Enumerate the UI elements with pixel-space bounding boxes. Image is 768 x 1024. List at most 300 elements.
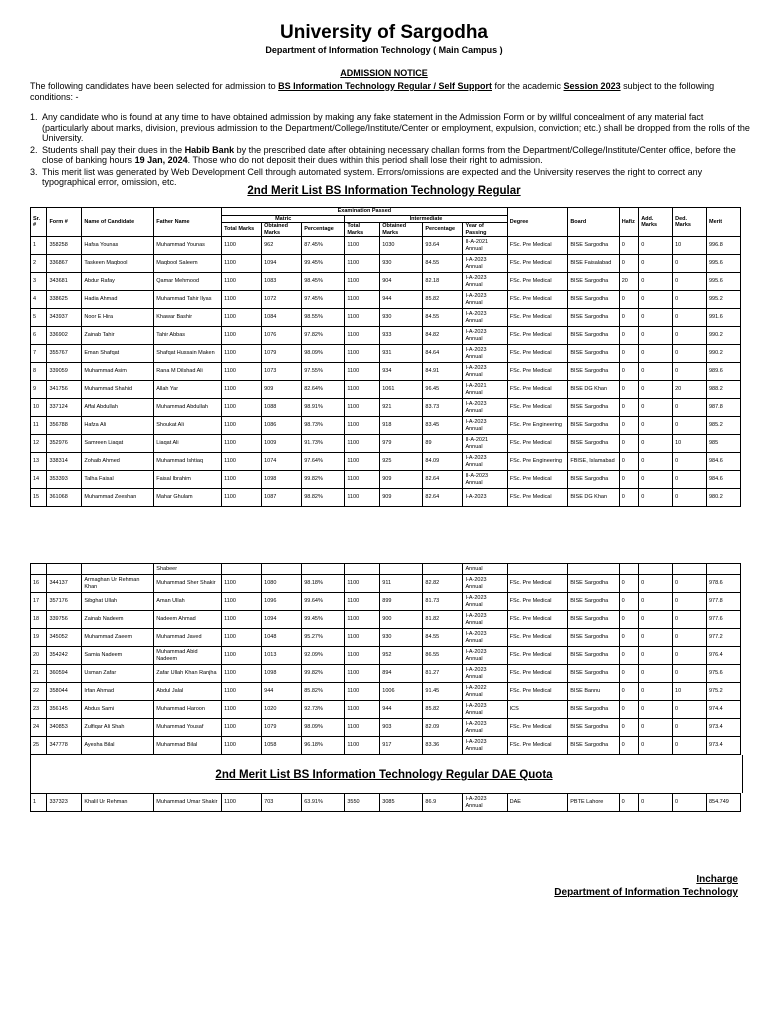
table-cell: 20 xyxy=(31,647,47,665)
table-cell: 979 xyxy=(380,435,423,453)
table-cell: BISE Sargodha xyxy=(568,399,619,417)
table-cell: 358044 xyxy=(47,683,82,701)
table-cell: 343681 xyxy=(47,273,82,291)
table-cell: 1100 xyxy=(222,417,262,435)
table-cell: 0 xyxy=(673,399,707,417)
col-sr: Sr. # xyxy=(31,208,47,237)
table-cell: 944 xyxy=(380,291,423,309)
table-cell: 353393 xyxy=(47,471,82,489)
table-cell: 909 xyxy=(380,471,423,489)
table-cell: 85.82% xyxy=(302,683,345,701)
table-cell: 1009 xyxy=(262,435,302,453)
table-cell: 0 xyxy=(673,489,707,507)
table-cell: Zafar Ullah Khan Ranjha xyxy=(154,665,222,683)
table-cell: Qamar Mehmood xyxy=(154,273,222,291)
table-cell: 99.64% xyxy=(302,593,345,611)
table-cell: 0 xyxy=(619,647,639,665)
table-cell: BISE Sargodha xyxy=(568,237,619,255)
table-cell: 1100 xyxy=(222,489,262,507)
table-cell: I-A-2023 Annual xyxy=(463,629,507,647)
table-cell: 337323 xyxy=(47,794,82,812)
table-cell: 911 xyxy=(380,575,423,593)
cell xyxy=(423,564,463,575)
table-cell: 1087 xyxy=(262,489,302,507)
table-cell: 1100 xyxy=(345,665,380,683)
table-cell: 0 xyxy=(619,345,639,363)
table-row xyxy=(31,719,741,737)
table-cell: Khawar Bashir xyxy=(154,309,222,327)
table-cell: 81.73 xyxy=(423,593,463,611)
table-cell: 944 xyxy=(380,701,423,719)
col-inter-obtained: Obtained Marks xyxy=(380,223,423,237)
table-cell: Muhammad Sher Shakir xyxy=(154,575,222,593)
table-cell: 0 xyxy=(673,575,707,593)
table-cell: 1100 xyxy=(222,291,262,309)
table-cell: 358258 xyxy=(47,237,82,255)
cell-father-cont: Shabeer xyxy=(154,564,222,575)
col-name: Name of Candidate xyxy=(82,208,154,237)
table-cell: 91.45 xyxy=(423,683,463,701)
table-cell: FSc. Pre Medical xyxy=(507,345,568,363)
table-cell: 1100 xyxy=(345,471,380,489)
table-cell: Muhammad Haroon xyxy=(154,701,222,719)
table-cell: 984.6 xyxy=(706,453,740,471)
table-cell: 0 xyxy=(639,417,673,435)
table-cell: 10 xyxy=(673,237,707,255)
table-cell: 0 xyxy=(673,737,707,755)
table-cell: 0 xyxy=(619,611,639,629)
table-cell: I-A-2023 Annual xyxy=(463,647,507,665)
table-cell: 0 xyxy=(639,665,673,683)
table-cell: BISE Sargodha xyxy=(568,593,619,611)
table-cell: Faisal Ibrahim xyxy=(154,471,222,489)
table-cell: Zainab Nadeem xyxy=(82,611,154,629)
table-cell: 909 xyxy=(380,489,423,507)
condition-number: 2. xyxy=(30,144,38,155)
table-cell: 25 xyxy=(31,737,47,755)
table-cell: BISE Sargodha xyxy=(568,647,619,665)
table-cell: Muhammad Younas xyxy=(154,237,222,255)
table-cell: 361068 xyxy=(47,489,82,507)
table-cell: 989.6 xyxy=(706,363,740,381)
table-row xyxy=(31,665,741,683)
table-row xyxy=(31,363,741,381)
table-cell: 1098 xyxy=(262,471,302,489)
table-cell: BISE Sargodha xyxy=(568,291,619,309)
program-name: BS Information Technology Regular / Self Support xyxy=(278,81,492,91)
table-row xyxy=(31,327,741,345)
table-cell: I-A-2023 Annual xyxy=(463,417,507,435)
cell xyxy=(507,564,568,575)
table-cell: 0 xyxy=(673,665,707,683)
cell xyxy=(380,564,423,575)
table-cell: 973.4 xyxy=(706,737,740,755)
table-cell: 944 xyxy=(262,683,302,701)
table-cell: FSc. Pre Medical xyxy=(507,665,568,683)
col-father: Father Name xyxy=(154,208,222,237)
table-cell: 14 xyxy=(31,471,47,489)
table-cell: 81.27 xyxy=(423,665,463,683)
table-cell: 0 xyxy=(639,575,673,593)
table-cell: Abdur Rafay xyxy=(82,273,154,291)
table-cell: Muhammad Abid Nadeem xyxy=(154,647,222,665)
table-cell: I-A-2023 Annual xyxy=(463,701,507,719)
table-cell: 909 xyxy=(262,381,302,399)
table-cell: FSc. Pre Medical xyxy=(507,489,568,507)
table-cell: 345052 xyxy=(47,629,82,647)
table-row xyxy=(31,489,741,507)
table-cell: I-A-2023 Annual xyxy=(463,327,507,345)
cell xyxy=(345,564,380,575)
col-matric-percentage: Percentage xyxy=(302,223,345,237)
table-cell: 11 xyxy=(31,417,47,435)
table-cell: Usman Zafar xyxy=(82,665,154,683)
cell xyxy=(302,564,345,575)
table-cell: 339756 xyxy=(47,611,82,629)
table-cell: 0 xyxy=(673,647,707,665)
table-cell: 22 xyxy=(31,683,47,701)
table-cell: 1080 xyxy=(262,575,302,593)
table-cell: 931 xyxy=(380,345,423,363)
cell xyxy=(31,564,47,575)
table-cell: 0 xyxy=(619,399,639,417)
cell xyxy=(262,564,302,575)
table-cell: 0 xyxy=(639,327,673,345)
table-cell: 899 xyxy=(380,593,423,611)
table-cell: 0 xyxy=(619,327,639,345)
table-cell: 10 xyxy=(673,683,707,701)
table-cell: 98.09% xyxy=(302,719,345,737)
table-cell: Maqbool Saleem xyxy=(154,255,222,273)
table-cell: Shoukat Ali xyxy=(154,417,222,435)
table-cell: 9 xyxy=(31,381,47,399)
table-cell: II-A-2021 Annual xyxy=(463,435,507,453)
table-cell: 1100 xyxy=(222,327,262,345)
table-cell: Muhammad Shahid xyxy=(82,381,154,399)
table-row xyxy=(31,701,741,719)
table-cell: Talha Faisal xyxy=(82,471,154,489)
table-cell: 0 xyxy=(673,255,707,273)
table-cell: 1098 xyxy=(262,665,302,683)
table-cell: 357176 xyxy=(47,593,82,611)
table-cell: 995.6 xyxy=(706,273,740,291)
table-cell: I-A-2023 Annual xyxy=(463,363,507,381)
table-cell: I-A-2023 Annual xyxy=(463,575,507,593)
table-cell: 356145 xyxy=(47,701,82,719)
table-cell: BISE Sargodha xyxy=(568,471,619,489)
table-cell: FSc. Pre Medical xyxy=(507,593,568,611)
table-row xyxy=(31,683,741,701)
table-cell: 1094 xyxy=(262,611,302,629)
conditions-list xyxy=(30,112,750,189)
table-cell: BISE DG Khan xyxy=(568,381,619,399)
table-row xyxy=(31,291,741,309)
table-cell: 1100 xyxy=(345,575,380,593)
table-cell: 1100 xyxy=(222,647,262,665)
condition-text: This merit list was generated by Web Development Cell through automated system. Errors/omissions are expected and the University reserves the right to correct any typographical error, omission, etc. xyxy=(42,166,703,187)
table-cell: 0 xyxy=(673,471,707,489)
condition-item xyxy=(30,145,750,166)
table-cell: 976.4 xyxy=(706,647,740,665)
table-cell: FSc. Pre Medical xyxy=(507,327,568,345)
table-cell: Abdus Sami xyxy=(82,701,154,719)
table-cell: 0 xyxy=(639,701,673,719)
table-cell: Muhammad Abdullah xyxy=(154,399,222,417)
table-cell: 99.82% xyxy=(302,665,345,683)
table-cell: Armaghan Ur Rehman Khan xyxy=(82,575,154,593)
cell xyxy=(639,564,673,575)
table-cell: 984.6 xyxy=(706,471,740,489)
table-cell: 903 xyxy=(380,719,423,737)
table-cell: Muhammad Umar Shakir xyxy=(154,794,222,812)
table-cell: 0 xyxy=(639,381,673,399)
table-cell: 1100 xyxy=(345,381,380,399)
table-cell: 0 xyxy=(673,327,707,345)
table-cell: FSc. Pre Medical xyxy=(507,575,568,593)
table-cell: 1100 xyxy=(345,417,380,435)
col-form: Form # xyxy=(47,208,82,237)
table-cell: 703 xyxy=(262,794,302,812)
table-cell: 952 xyxy=(380,647,423,665)
table-cell: 1100 xyxy=(222,237,262,255)
table-cell: 99.45% xyxy=(302,255,345,273)
table-cell: 85.82 xyxy=(423,291,463,309)
table-cell: Sibghat Ullah xyxy=(82,593,154,611)
table-cell: 1100 xyxy=(222,794,262,812)
table-cell: 98.09% xyxy=(302,345,345,363)
table-cell: 87.45% xyxy=(302,237,345,255)
table-cell: I-A-2023 Annual xyxy=(463,309,507,327)
table-cell: 10 xyxy=(673,435,707,453)
table-cell: 1100 xyxy=(222,309,262,327)
table-cell: 0 xyxy=(639,794,673,812)
table-cell: 1061 xyxy=(380,381,423,399)
table-cell: II-A-2023 Annual xyxy=(463,471,507,489)
table-cell: Khalil Ur Rehman xyxy=(82,794,154,812)
table-cell: FSc. Pre Medical xyxy=(507,237,568,255)
table-row xyxy=(31,647,741,665)
table-cell: 16 xyxy=(31,575,47,593)
table-cell: 84.64 xyxy=(423,345,463,363)
table-cell: Irfan Ahmad xyxy=(82,683,154,701)
table-cell: 0 xyxy=(619,575,639,593)
table-cell: 360594 xyxy=(47,665,82,683)
table-cell: 18 xyxy=(31,611,47,629)
table-cell: 0 xyxy=(639,363,673,381)
intro-text: The following candidates have been selected for admission to xyxy=(30,81,279,91)
table-cell: 85.82 xyxy=(423,701,463,719)
table-cell: 1100 xyxy=(222,575,262,593)
table-cell: BISE Sargodha xyxy=(568,575,619,593)
table-cell: 0 xyxy=(619,435,639,453)
table-cell: 1100 xyxy=(222,435,262,453)
table-cell: 1084 xyxy=(262,309,302,327)
table-row xyxy=(31,575,741,593)
table-row xyxy=(31,794,741,812)
table-cell: 92.73% xyxy=(302,701,345,719)
table-cell: 1100 xyxy=(345,489,380,507)
table-cell: FBISE, Islamabad xyxy=(568,453,619,471)
table-cell: FSc. Pre Medical xyxy=(507,629,568,647)
table-cell: II-A-2021 Annual xyxy=(463,237,507,255)
table-cell: 1088 xyxy=(262,399,302,417)
table-cell: 5 xyxy=(31,309,47,327)
table-cell: Zulfiqar Ali Shah xyxy=(82,719,154,737)
table-cell: 3550 xyxy=(345,794,380,812)
cell xyxy=(568,564,619,575)
table-cell: 0 xyxy=(639,309,673,327)
table-row xyxy=(31,737,741,755)
table-cell: 1100 xyxy=(345,719,380,737)
table-cell: 1073 xyxy=(262,363,302,381)
table-cell: Tahir Abbas xyxy=(154,327,222,345)
table-cell: 24 xyxy=(31,719,47,737)
notice-heading: ADMISSION NOTICE xyxy=(340,68,428,78)
table-cell: 95.27% xyxy=(302,629,345,647)
table-cell: 98.18% xyxy=(302,575,345,593)
dae-merit-list-title: 2nd Merit List BS Information Technology Regular DAE Quota xyxy=(215,769,553,781)
table-cell: I-A-2023 Annual xyxy=(463,291,507,309)
table-cell: Ayesha Bilal xyxy=(82,737,154,755)
table-cell: 0 xyxy=(673,794,707,812)
bank-name: Habib Bank xyxy=(184,144,235,155)
table-row xyxy=(31,417,741,435)
table-cell: 1100 xyxy=(222,399,262,417)
table-cell: 0 xyxy=(639,737,673,755)
table-cell: 977.2 xyxy=(706,629,740,647)
table-cell: 1058 xyxy=(262,737,302,755)
table-cell: 991.6 xyxy=(706,309,740,327)
table-cell: 1100 xyxy=(222,273,262,291)
col-hafiz: Hafiz xyxy=(619,208,639,237)
table-cell: BISE Sargodha xyxy=(568,345,619,363)
table-cell: 338314 xyxy=(47,453,82,471)
table-cell: 1100 xyxy=(222,255,262,273)
table-cell: BISE Sargodha xyxy=(568,701,619,719)
table-cell: 1079 xyxy=(262,719,302,737)
col-board: Board xyxy=(568,208,619,237)
table-cell: 84.55 xyxy=(423,629,463,647)
table-cell: 99.45% xyxy=(302,611,345,629)
table-row xyxy=(31,471,741,489)
table-cell: I-A-2023 Annual xyxy=(463,255,507,273)
table-cell: Eman Shafqat xyxy=(82,345,154,363)
table-cell: FSc. Pre Medical xyxy=(507,381,568,399)
table-cell: 1048 xyxy=(262,629,302,647)
table-cell: 0 xyxy=(673,363,707,381)
table-cell: I-A-2023 xyxy=(463,489,507,507)
table-cell: Muhammad Javed xyxy=(154,629,222,647)
table-row xyxy=(31,309,741,327)
col-intermediate: Intermediate xyxy=(345,215,507,223)
table-cell: 356788 xyxy=(47,417,82,435)
table-cell: I-A-2023 Annual xyxy=(463,719,507,737)
table-cell: Muhammad Bilal xyxy=(154,737,222,755)
table-cell: 1100 xyxy=(345,701,380,719)
table-cell: 0 xyxy=(639,629,673,647)
table-cell: 933 xyxy=(380,327,423,345)
table-cell: 894 xyxy=(380,665,423,683)
table-cell: 988.2 xyxy=(706,381,740,399)
merit-rows-dae xyxy=(31,794,741,812)
table-cell: 930 xyxy=(380,255,423,273)
table-cell: FSc. Pre Medical xyxy=(507,291,568,309)
table-cell: 6 xyxy=(31,327,47,345)
table-cell: 1100 xyxy=(345,683,380,701)
table-cell: 0 xyxy=(639,435,673,453)
table-cell: Muhammad Asim xyxy=(82,363,154,381)
table-row xyxy=(31,381,741,399)
table-cell: 1079 xyxy=(262,345,302,363)
table-cell: 1100 xyxy=(345,255,380,273)
table-cell: 1100 xyxy=(222,345,262,363)
table-cell: 3 xyxy=(31,273,47,291)
table-cell: BISE Sargodha xyxy=(568,327,619,345)
table-cell: 84.91 xyxy=(423,363,463,381)
table-cell: I-A-2021 Annual xyxy=(463,381,507,399)
table-cell: Hafsa Younas xyxy=(82,237,154,255)
table-cell: Taskeen Maqbool xyxy=(82,255,154,273)
table-cell: 918 xyxy=(380,417,423,435)
table-cell: 0 xyxy=(619,291,639,309)
cell xyxy=(222,564,262,575)
table-cell: 930 xyxy=(380,629,423,647)
table-cell: 987.8 xyxy=(706,399,740,417)
table-cell: 4 xyxy=(31,291,47,309)
table-cell: Mahar Ghulam xyxy=(154,489,222,507)
table-cell: 97.64% xyxy=(302,453,345,471)
table-cell: 1100 xyxy=(345,327,380,345)
merit-table-page1 xyxy=(30,207,741,507)
table-row xyxy=(31,345,741,363)
table-cell: 92.09% xyxy=(302,647,345,665)
table-cell: Shafqat Hussain Maken xyxy=(154,345,222,363)
table-cell: 0 xyxy=(619,719,639,737)
table-row xyxy=(31,593,741,611)
table-cell: 0 xyxy=(673,629,707,647)
table-cell: 97.55% xyxy=(302,363,345,381)
table-cell: 82.64 xyxy=(423,471,463,489)
table-cell: I-A-2023 Annual xyxy=(463,665,507,683)
merit-list-title: 2nd Merit List BS Information Technology Regular xyxy=(247,185,521,197)
table-cell: 0 xyxy=(673,309,707,327)
table-cell: 1074 xyxy=(262,453,302,471)
table-cell: 0 xyxy=(639,453,673,471)
table-cell: 0 xyxy=(673,719,707,737)
cell xyxy=(673,564,707,575)
table-cell: 20 xyxy=(673,381,707,399)
cell-year-cont: Annual xyxy=(463,564,507,575)
table-row xyxy=(31,255,741,273)
table-cell: 934 xyxy=(380,363,423,381)
table-cell: 1100 xyxy=(345,435,380,453)
table-cell: 1100 xyxy=(222,683,262,701)
table-cell: 1100 xyxy=(222,453,262,471)
table-cell: 0 xyxy=(639,471,673,489)
table-cell: 336902 xyxy=(47,327,82,345)
table-cell: 0 xyxy=(639,345,673,363)
table-cell: I-A-2022 Annual xyxy=(463,683,507,701)
table-cell: 98.91% xyxy=(302,399,345,417)
department-subtitle: Department of Information Technology ( Main Campus ) xyxy=(265,45,503,55)
table-cell: Muhammad Zeeshan xyxy=(82,489,154,507)
table-cell: 1100 xyxy=(345,647,380,665)
table-cell: 1100 xyxy=(222,665,262,683)
table-cell: Samreen Liaqat xyxy=(82,435,154,453)
table-cell: 15 xyxy=(31,489,47,507)
table-cell: 0 xyxy=(639,489,673,507)
table-cell: 2 xyxy=(31,255,47,273)
